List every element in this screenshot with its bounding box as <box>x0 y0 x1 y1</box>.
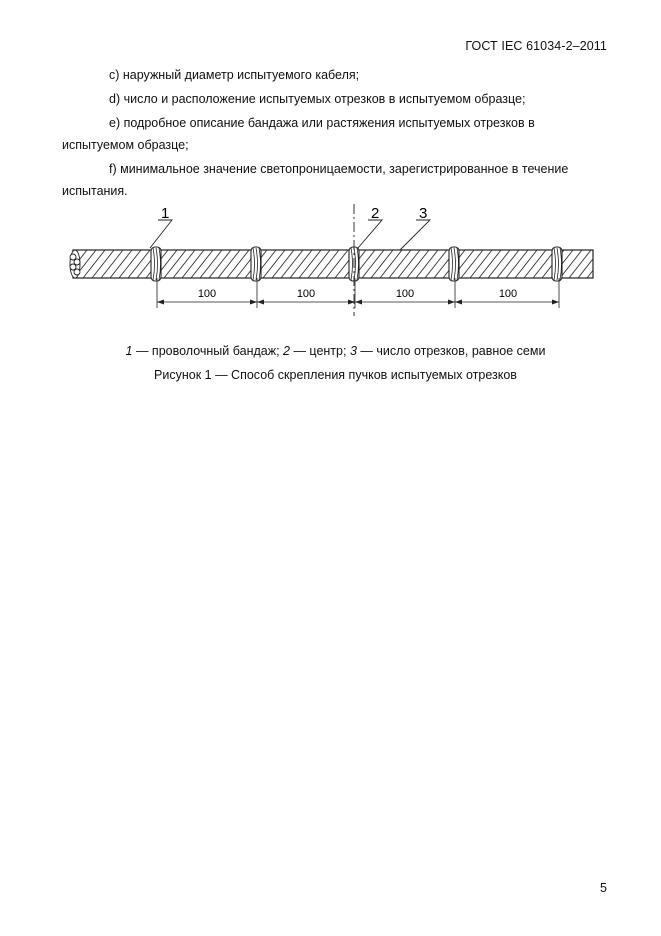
item-d-text: d) число и расположение испытуемых отрезков в испытуемом образце; <box>109 92 526 106</box>
dimension-lines <box>157 300 559 305</box>
item-c-text: c) наружный диаметр испытуемого кабеля; <box>109 68 360 82</box>
dimension-arrow <box>455 300 462 305</box>
wire-binding <box>151 247 161 281</box>
legend-number-2: 2 <box>283 344 290 358</box>
cable-bundle-drawing <box>55 200 615 320</box>
dimension-label-4: 100 <box>498 288 518 300</box>
callout-label-3: 3 <box>419 205 428 222</box>
legend-text-2: — центр; <box>289 344 350 358</box>
cable-bundle-figure <box>55 200 615 320</box>
item-e-text-line2: испытуемом образце; <box>62 138 189 152</box>
legend-number-1: 1 <box>125 344 133 358</box>
legend-text-1: — проволочный бандаж; <box>132 344 284 358</box>
callout-leaders <box>150 220 430 250</box>
legend-text-3: — число отрезков, равное семи <box>356 344 546 358</box>
page-number: 5 <box>600 881 607 895</box>
dimension-arrow <box>355 300 362 305</box>
callout-label-2: 2 <box>371 205 380 222</box>
figure-caption: Рисунок 1 — Способ скрепления пучков испытуемых отрезков <box>154 368 517 382</box>
legend-number-3: 3 <box>349 344 357 358</box>
wire-binding <box>251 247 261 281</box>
dimension-arrow <box>552 300 559 305</box>
document-header: ГОСТ IEC 61034-2–2011 <box>465 39 607 53</box>
dimension-label-2: 100 <box>296 288 316 300</box>
item-f-text-line1: f) минимальное значение светопроницаемости, зарегистрированное в течение <box>109 162 569 176</box>
dimension-label-1: 100 <box>197 288 217 300</box>
wire-binding <box>552 247 562 281</box>
item-e-text-line1: e) подробное описание бандажа или растяжения испытуемых отрезков в <box>109 116 535 130</box>
dimension-arrow <box>157 300 164 305</box>
dimension-arrow <box>448 300 455 305</box>
wire-binding <box>449 247 459 281</box>
dimension-arrow <box>257 300 264 305</box>
callout-label-1: 1 <box>161 205 170 222</box>
item-f-text-line2: испытания. <box>62 184 128 198</box>
cable-body <box>65 250 615 278</box>
dimension-label-3: 100 <box>395 288 415 300</box>
cable-left-end <box>70 250 80 278</box>
dimension-arrow <box>250 300 257 305</box>
figure-legend <box>0 344 661 358</box>
